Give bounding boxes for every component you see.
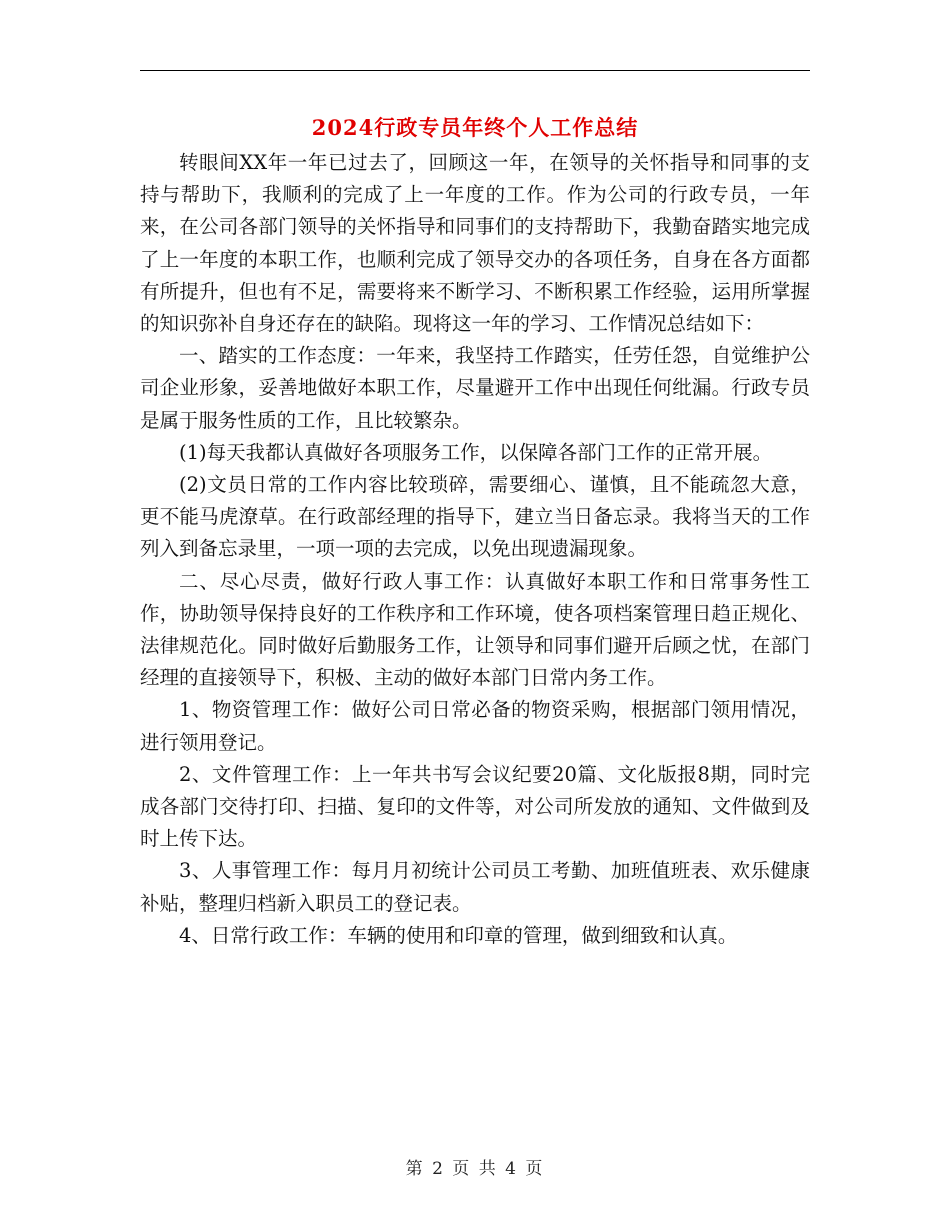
paragraph-item-2: (2)文员日常的工作内容比较琐碎，需要细心、谨慎，且不能疏忽大意，更不能马虎潦草。在行政部经理的指导下，建立当日备忘录。我将当天的工作列入到备忘录里，一项一项的去完成，以免出现遗漏现象。 (140, 473, 810, 561)
paragraph-item-1: (1)每天我都认真做好各项服务工作，以保障各部门工作的正常开展。 (179, 440, 773, 464)
paragraph-section-2: 二、尽心尽责，做好行政人事工作：认真做好本职工作和日常事务性工作，协助领导保持良好的工作秩序和工作环境，使各项档案管理日趋正规化、法律规范化。同时做好后勤服务工作，让领导和同事们避开后顾之忧，在部门经理的直接领导下，积极、主动的做好本部门日常内务工作。 (140, 569, 810, 690)
paragraph-file-management: 2、文件管理工作：上一年共书写会议纪要20篇、文化版报8期，同时完成各部门交待打印、扫描、复印的文件等，对公司所发放的通知、文件做到及时上传下达。 (140, 762, 810, 851)
header-rule (140, 70, 810, 71)
document-body (140, 147, 810, 952)
paragraph-daily-admin: 4、日常行政工作：车辆的使用和印章的管理，做到细致和认真。 (179, 923, 738, 947)
paragraph-intro: 转眼间XX年一年已过去了，回顾这一年，在领导的关怀指导和同事的支持与帮助下，我顺利的完成了上一年度的工作。作为公司的行政专员，一年来，在公司各部门领导的关怀指导和同事们的支持帮助下，我勤奋踏实地完成了上一年度的本职工作，也顺利完成了领导交办的各项任务，自身在各方面都有所提升，但也有不足，需要将来不断学习、不断积累工作经验，运用所掌握的知识弥补自身还存在的缺陷。现将这一年的学习、工作情况总结如下： (140, 151, 810, 336)
paragraph-section-1: 一、踏实的工作态度：一年来，我坚持工作踏实，任劳任怨，自觉维护公司企业形象，妥善地做好本职工作，尽量避开工作中出现任何纰漏。行政专员是属于服务性质的工作，且比较繁杂。 (140, 344, 810, 432)
paragraph-material-management: 1、物资管理工作：做好公司日常必备的物资采购，根据部门领用情况，进行领用登记。 (140, 698, 810, 754)
document-title: 2024行政专员年终个人工作总结 (311, 115, 639, 140)
paragraph-personnel-management: 3、人事管理工作：每月月初统计公司员工考勤、加班值班表、欢乐健康补贴，整理归档新入职员工的登记表。 (140, 859, 810, 915)
page-footer: 第 2 页 共 4 页 (405, 1159, 545, 1179)
